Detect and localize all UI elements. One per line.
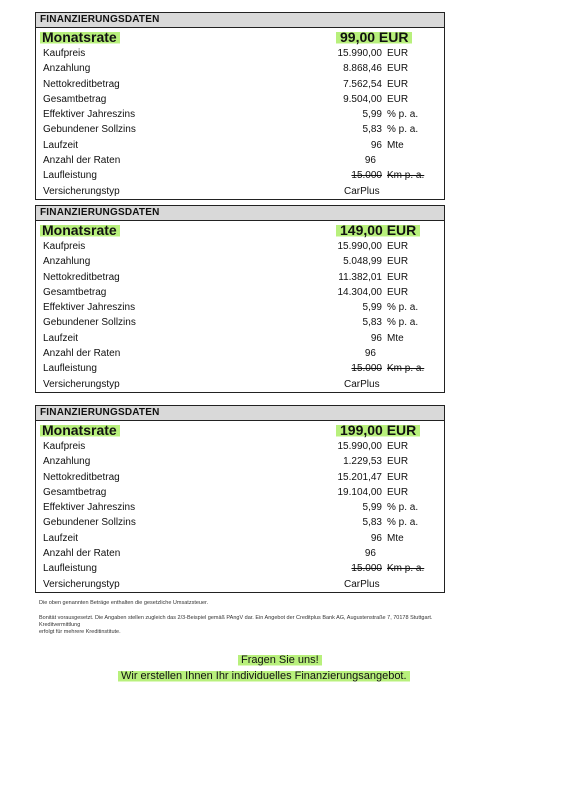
table-row [36, 46, 444, 61]
row-value: 19.104,00 [337, 486, 382, 498]
table-row [36, 346, 444, 361]
row-label: Anzahlung [43, 256, 91, 268]
row-label: Gesamtbetrag [43, 286, 107, 298]
row-label: Versicherungstyp [43, 378, 120, 390]
table-row [36, 184, 444, 199]
row-unit: EUR [387, 78, 409, 90]
table-row [36, 285, 444, 300]
table-row [36, 377, 444, 392]
row-label: Laufzeit [43, 139, 79, 151]
row-label: Versicherungstyp [43, 578, 120, 590]
row-unit: EUR [387, 48, 409, 59]
box-header: FINANZIERUNGSDATEN [36, 13, 444, 28]
table-row [36, 270, 444, 285]
row-value: 5,83 [362, 517, 382, 529]
row-unit: EUR [387, 286, 409, 298]
row-unit: % p. a. [387, 109, 419, 121]
row-unit: EUR [387, 256, 409, 268]
table-row [36, 439, 444, 454]
row-label: Kaufpreis [43, 48, 86, 59]
row-label: Gebundener Sollzins [43, 124, 136, 136]
monthly-rate-row [36, 221, 444, 239]
row-value: 96 [370, 532, 382, 544]
row-value: 15.990,00 [337, 241, 382, 252]
row-label: Nettokreditbetrag [43, 271, 120, 283]
row-value: 9.504,00 [343, 93, 382, 105]
row-label: Anzahl der Raten [43, 155, 121, 167]
row-value: 15.990,00 [337, 441, 382, 452]
table-row [36, 122, 444, 137]
row-unit: Km p. a. [387, 363, 425, 375]
row-value: 96 [370, 139, 382, 151]
row-value: CarPlus [344, 578, 380, 590]
row-unit: EUR [387, 241, 409, 252]
row-value: 5,99 [362, 302, 382, 314]
row-unit: % p. a. [387, 302, 419, 314]
table-row [36, 107, 444, 122]
table-row [36, 153, 444, 168]
row-unit: EUR [387, 486, 409, 498]
row-label: Effektiver Jahreszins [43, 302, 136, 314]
legal-footnote-line2: Kreditvermittlung [39, 622, 81, 628]
table-row [36, 561, 444, 576]
vat-footnote: Die oben genannten Beträge enthalten die gesetzliche Umsatzsteuer. [39, 600, 209, 606]
table-row [36, 168, 444, 183]
table-row [36, 577, 444, 592]
row-value: 8.868,46 [343, 63, 382, 75]
table-row [36, 300, 444, 315]
row-unit: % p. a. [387, 317, 419, 329]
monthly-rate-label: Monatsrate [40, 222, 120, 238]
legal-footnote-line1: Bonität vorausgesetzt. Die Angaben stellen zugleich das 2/3-Beispiel gemäß PAngV dar. Ein Angebot der Creditplus Bank AG, Augustenstraße 7, 70178 Stuttgart. [39, 615, 433, 621]
table-row [36, 470, 444, 485]
row-label: Laufleistung [43, 170, 97, 182]
row-label: Laufleistung [43, 563, 97, 575]
table-row [36, 92, 444, 107]
table-row [36, 500, 444, 515]
financing-box [35, 12, 445, 200]
row-label: Gebundener Sollzins [43, 517, 136, 529]
monthly-rate-label: Monatsrate [40, 29, 120, 45]
financing-box [35, 205, 445, 393]
table-row [36, 254, 444, 269]
table-row [36, 61, 444, 76]
row-unit: EUR [387, 441, 409, 452]
box-header: FINANZIERUNGSDATEN [36, 406, 444, 421]
table-row [36, 546, 444, 561]
row-unit: Km p. a. [387, 563, 425, 575]
monthly-rate-label: Monatsrate [40, 422, 120, 438]
row-value: 5.048,99 [343, 256, 382, 268]
row-label: Effektiver Jahreszins [43, 502, 136, 514]
row-unit: Mte [387, 332, 404, 344]
row-label: Gebundener Sollzins [43, 317, 136, 329]
row-label: Kaufpreis [43, 441, 86, 452]
row-value: 15.000 [351, 170, 382, 182]
row-label: Effektiver Jahreszins [43, 109, 136, 121]
row-label: Versicherungstyp [43, 185, 120, 197]
row-value: 5,83 [362, 124, 382, 136]
row-label: Laufzeit [43, 532, 79, 544]
row-value: 96 [370, 332, 382, 344]
row-unit: Mte [387, 139, 404, 151]
row-label: Gesamtbetrag [43, 93, 107, 105]
row-label: Nettokreditbetrag [43, 471, 120, 483]
row-unit: EUR [387, 271, 409, 283]
row-unit: Mte [387, 532, 404, 544]
row-unit: EUR [387, 456, 409, 468]
table-row [36, 485, 444, 500]
monthly-rate-row [36, 421, 444, 439]
table-row [36, 531, 444, 546]
table-row [36, 315, 444, 330]
row-value: 96 [364, 155, 376, 167]
financing-box [35, 405, 445, 593]
cta-offer: Wir erstellen Ihnen Ihr individuelles Finanzierungsangebot. [118, 670, 410, 682]
row-label: Anzahlung [43, 63, 91, 75]
row-value: CarPlus [344, 378, 380, 390]
row-value: 7.562,54 [343, 78, 382, 90]
row-unit: % p. a. [387, 502, 419, 514]
row-value: 15.990,00 [337, 48, 382, 59]
monthly-rate-value: 99,00 EUR [336, 29, 412, 45]
table-row [36, 331, 444, 346]
cta-question: Fragen Sie uns! [238, 654, 322, 666]
row-value: 5,83 [362, 317, 382, 329]
row-label: Anzahlung [43, 456, 91, 468]
table-row [36, 77, 444, 92]
row-label: Anzahl der Raten [43, 548, 121, 560]
row-unit: EUR [387, 63, 409, 75]
row-value: 11.382,01 [338, 271, 382, 283]
monthly-rate-row [36, 28, 444, 46]
row-label: Nettokreditbetrag [43, 78, 120, 90]
row-value: 1.229,53 [343, 456, 382, 468]
table-row [36, 138, 444, 153]
row-value: 14.304,00 [337, 286, 382, 298]
box-header: FINANZIERUNGSDATEN [36, 206, 444, 221]
row-unit: % p. a. [387, 517, 419, 529]
row-value: 96 [364, 548, 376, 560]
legal-footnote-line3: erfolgt für mehrere Kreditinstitute. [39, 629, 121, 635]
row-value: 15.000 [351, 563, 382, 575]
row-value: 96 [364, 348, 376, 360]
row-label: Laufleistung [43, 363, 97, 375]
row-label: Laufzeit [43, 332, 79, 344]
row-unit: % p. a. [387, 124, 419, 136]
row-label: Kaufpreis [43, 241, 86, 252]
monthly-rate-value: 199,00 EUR [336, 422, 420, 438]
table-row [36, 515, 444, 530]
table-row [36, 239, 444, 254]
row-value: 15.201,47 [337, 471, 382, 483]
row-value: 15.000 [351, 363, 382, 375]
row-unit: EUR [387, 471, 409, 483]
row-label: Anzahl der Raten [43, 348, 121, 360]
monthly-rate-value: 149,00 EUR [336, 222, 420, 238]
legal-footnote [39, 615, 432, 636]
table-row [36, 361, 444, 376]
table-row [36, 454, 444, 469]
row-value: CarPlus [344, 185, 380, 197]
row-label: Gesamtbetrag [43, 486, 107, 498]
row-unit: Km p. a. [387, 170, 425, 182]
row-value: 5,99 [362, 502, 382, 514]
row-unit: EUR [387, 93, 409, 105]
row-value: 5,99 [362, 109, 382, 121]
